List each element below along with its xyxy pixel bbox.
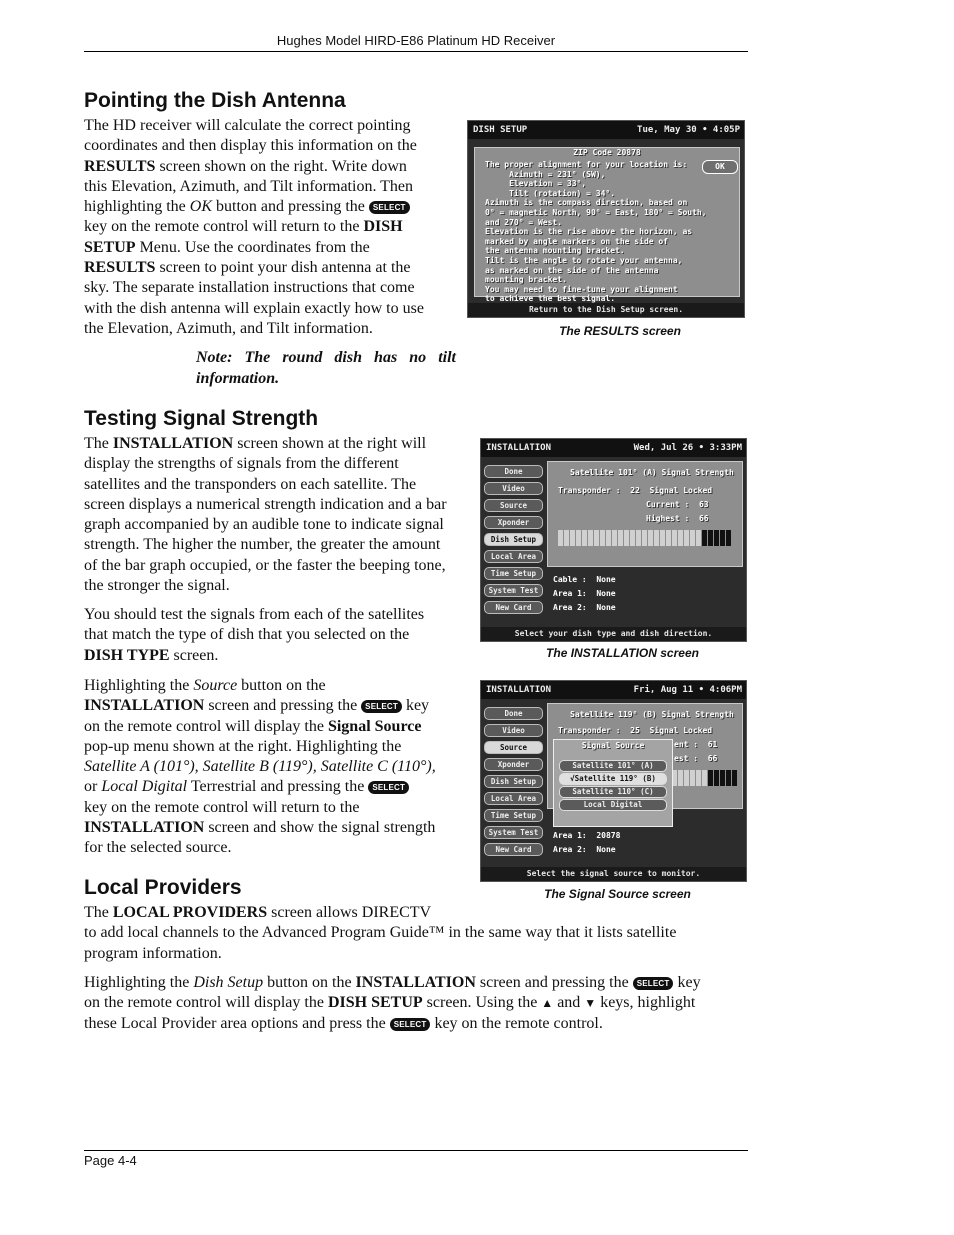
- signal-paragraph-1: The INSTALLATION screen shown at the right will display the strengths of signals from the different satellites and the transponders on each satellite. The screen displays a numerical strength indication and a bar graph accompanied by an audible tone to indicate signal strength. The higher the number, the greater the amount of the bar graph occupied, or the faster the beeping tone, the stronger the signal.: [84, 435, 447, 595]
- local-paragraph-2: Highlighting the Dish Setup button on the INSTALLATION screen and pressing the SELECT key on the remote control will display the DISH SETUP screen. Using the ▲ and ▼ keys, highlight these Local Provider area options and press the SELECT key on the remote control.: [84, 974, 701, 1032]
- install-signal-panel: Satellite 101° (A) Signal Strength Transponder : 22 Signal Locked Current : 63 Highest : 66: [547, 461, 743, 567]
- signal-bar-segment: [618, 530, 623, 546]
- signal-bar-segment: [696, 530, 701, 546]
- menu-time-setup: Time Setup: [484, 809, 543, 822]
- popup-title: Signal Source: [581, 741, 645, 750]
- source-screen-title: INSTALLATION: [486, 685, 552, 695]
- menu-video: Video: [484, 724, 543, 737]
- menu-new-card: New Card: [484, 601, 543, 614]
- signal-bar-segment: [564, 530, 569, 546]
- results-body: The proper alignment for your location is: Azimuth = 231° (SW), Elevation = 33°, Tilt (rotation) = 34°. Azimuth is the compass direction, based on 0° = magnetic North, 90° = East, 180° = South, and 270° = West. Elevation is the rise above the horizon, as marked by angle markers on the side of the antenna mounting bracket. Tilt is the angle to rotate your antenna, as marked on the side of the antenna mounting bracket. You may need to fine-tune your alignment to achieve the best signal.: [485, 160, 707, 304]
- header-rule: [84, 51, 748, 52]
- signal-bar-segment: [654, 530, 659, 546]
- signal-bar-segment: [630, 530, 635, 546]
- menu-done: Done: [484, 707, 543, 720]
- select-key-icon: SELECT: [633, 977, 674, 990]
- source-footer: Select the signal source to monitor.: [481, 867, 746, 881]
- signal-bar-segment: [732, 770, 737, 786]
- section-title-local-providers: Local Providers: [84, 876, 242, 899]
- caption-results: The RESULTS screen: [559, 324, 681, 338]
- signal-bar-segment: [690, 770, 695, 786]
- up-arrow-icon: ▲: [541, 996, 554, 1011]
- menu-new-card: New Card: [484, 843, 543, 856]
- signal-bar-segment: [612, 530, 617, 546]
- zip-code: ZIP Code 20878: [573, 148, 641, 157]
- running-head: Hughes Model HIRD-E86 Platinum HD Receiver: [276, 33, 556, 48]
- install-footer: Select your dish type and dish direction.: [481, 627, 746, 641]
- signal-bar-segment: [678, 530, 683, 546]
- signal-bar-segment: [678, 770, 683, 786]
- signal-bar-segment: [726, 770, 731, 786]
- signal-bar-segment: [576, 530, 581, 546]
- menu-done: Done: [484, 465, 543, 478]
- menu-dish-setup: Dish Setup: [484, 775, 543, 788]
- menu-video: Video: [484, 482, 543, 495]
- menu-xponder: Xponder: [484, 758, 543, 771]
- signal-paragraph-2: You should test the signals from each of the satellites that match the type of dish that you selected on the DISH TYPE screen.: [84, 606, 425, 664]
- results-panel: [474, 147, 740, 304]
- menu-local-area: Local Area: [484, 550, 543, 563]
- signal-bar-segment: [624, 530, 629, 546]
- menu-source: Source: [484, 741, 543, 754]
- signal-bar-segment: [696, 770, 701, 786]
- menu-xponder: Xponder: [484, 516, 543, 529]
- signal-bar-segment: [594, 530, 599, 546]
- signal-bar-segment: [720, 770, 725, 786]
- signal-bar-segment: [606, 530, 611, 546]
- signal-bar-segment: [684, 770, 689, 786]
- install-screen-date: Wed, Jul 26 • 3:33PM: [633, 443, 742, 453]
- signal-bar-segment: [642, 530, 647, 546]
- select-key-icon: SELECT: [361, 700, 402, 713]
- down-arrow-icon: ▼: [584, 996, 597, 1011]
- signal-bar-segment: [672, 530, 677, 546]
- signal-bar-segment: [726, 530, 731, 546]
- results-screen-image: [467, 120, 745, 318]
- results-footer: Return to the Dish Setup screen.: [468, 303, 744, 317]
- menu-system-test: System Test: [484, 826, 543, 839]
- signal-bar-segment: [660, 530, 665, 546]
- results-screen-title: DISH SETUP: [473, 125, 528, 135]
- signal-bar-segment: [588, 530, 593, 546]
- signal-bar-segment: [702, 770, 707, 786]
- caption-signal-source: The Signal Source screen: [544, 887, 691, 901]
- signal-source-screen-image: INSTALLATION Fri, Aug 11 • 4:06PM Done Video Source Xponder Dish Setup Local Area Time Setup System Test New Card Satellite 119° (B) Signal Strength Transponder : 25 Signal Locked ent : 61 est : 66 Signal Source Satellite 101° (A) √Satellite 119° (B) Satellite 110° (C) Local Digital Area 1: 20878 Area 2: None Select the signal source to monitor.: [480, 680, 747, 882]
- section-title-signal: Testing Signal Strength: [84, 407, 319, 430]
- popup-satellite-a: Satellite 101° (A): [559, 760, 667, 772]
- signal-bar-segment: [558, 530, 563, 546]
- menu-time-setup: Time Setup: [484, 567, 543, 580]
- signal-bar-segment: [666, 530, 671, 546]
- select-key-icon: SELECT: [390, 1018, 431, 1031]
- signal-bar-segment: [570, 530, 575, 546]
- note-no-tilt: Note: The round dish has no tilt information.: [196, 349, 456, 387]
- signal-bar-segment: [714, 530, 719, 546]
- menu-system-test: System Test: [484, 584, 543, 597]
- signal-bar-segment: [636, 530, 641, 546]
- signal-bar-segment: [600, 530, 605, 546]
- menu-local-area: Local Area: [484, 792, 543, 805]
- footer-rule: [84, 1150, 748, 1151]
- menu-dish-setup: Dish Setup: [484, 533, 543, 546]
- signal-bar-segment: [720, 530, 725, 546]
- popup-local-digital: Local Digital: [559, 799, 667, 811]
- results-screen-date: Tue, May 30 • 4:05P: [637, 125, 740, 135]
- signal-paragraph-3: Highlighting the Source button on the INSTALLATION screen and pressing the SELECT key on the remote control will display the Signal Source pop-up menu shown at the right. Highlighting the Satellite A (101°), Satellite B (119°), Satellite C (110°), or Local Digital Terrestrial and pressing the SELECT key on the remote control will return to the INSTALLATION screen and show the signal strength for the selected source.: [84, 677, 436, 857]
- source-signal-panel: Satellite 119° (B) Signal Strength Transponder : 25 Signal Locked ent : 61 est : 66: [547, 703, 743, 809]
- select-key-icon: SELECT: [369, 201, 410, 214]
- signal-source-popup: [553, 739, 673, 827]
- signal-bar-segment: [582, 530, 587, 546]
- signal-bar-segment: [714, 770, 719, 786]
- signal-bar-segment: [708, 530, 713, 546]
- signal-bar-segment: [702, 530, 707, 546]
- popup-satellite-c: Satellite 110° (C): [559, 786, 667, 798]
- page-number: Page 4-4: [84, 1153, 137, 1168]
- signal-bar-segment: [684, 530, 689, 546]
- installation-screen-image: INSTALLATION Wed, Jul 26 • 3:33PM Done Video Source Xponder Dish Setup Local Area Time Setup System Test New Card Satellite 101° (A) Signal Strength Transponder : 22 Signal Locked Current : 63 Highest : 66 Cable : None Area 1: None Area 2: None Select your dish type and dish direction.: [480, 438, 747, 642]
- results-ok-button: OK: [702, 160, 738, 174]
- install-screen-title: INSTALLATION: [486, 443, 552, 453]
- source-screen-date: Fri, Aug 11 • 4:06PM: [633, 685, 742, 695]
- popup-satellite-b: √Satellite 119° (B): [559, 773, 667, 785]
- signal-bar-segment: [708, 770, 713, 786]
- pointing-paragraph: The HD receiver will calculate the correct pointing coordinates and then display this information on the RESULTS screen shown on the right. Write down this Elevation, Azimuth, and Tilt information. Then highlighting the OK button and pressing the SELECT key on the remote control will return to the DISH SETUP Menu. Use the coordinates from the RESULTS screen to point your dish antenna at the sky. The separate installation instructions that come with the dish antenna will explain exactly how to use the Elevation, Azimuth, and Tilt information.: [84, 117, 424, 337]
- local-paragraph-1: The LOCAL PROVIDERS screen allows DIRECTV to add local channels to the Advanced Program Guide™ in the same way that it lists satellite program information.: [84, 904, 677, 962]
- signal-bar-segment: [648, 530, 653, 546]
- signal-bar-graph: [558, 530, 731, 546]
- signal-bar-graph: [672, 770, 737, 786]
- menu-source: Source: [484, 499, 543, 512]
- signal-bar-segment: [690, 530, 695, 546]
- caption-installation: The INSTALLATION screen: [546, 646, 699, 660]
- select-key-icon: SELECT: [368, 781, 409, 794]
- section-title-pointing: Pointing the Dish Antenna: [84, 89, 346, 112]
